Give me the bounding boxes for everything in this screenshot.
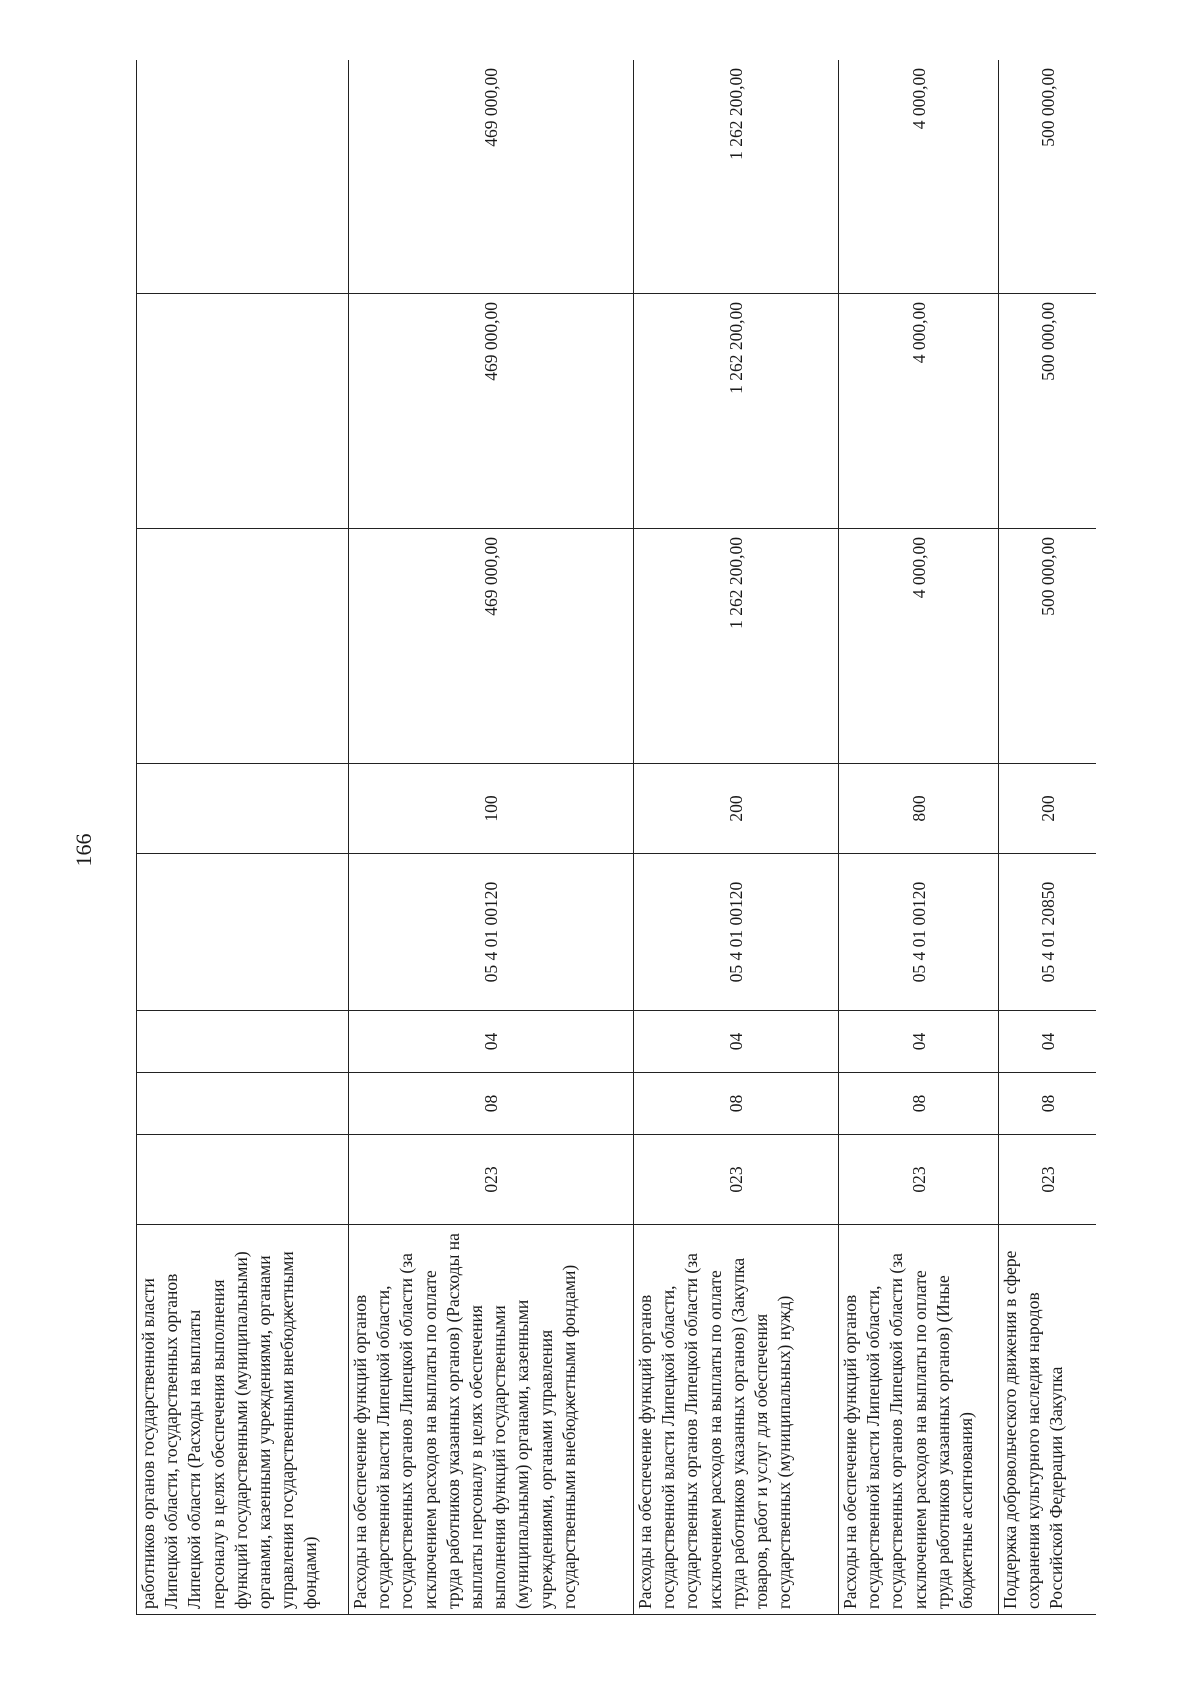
ministry-code: 023 [634, 1135, 839, 1225]
table-row [349, 60, 634, 1615]
row-description: Расходы на обеспечение функций органов государственной власти Липецкой области, государственных органов Липецкой области (за исключением расходов на выплаты по оплате труда работников указанных органов) (Закупка товаров, работ и услуг для обеспечения государственных (муниципальных) нужд) [634, 1225, 839, 1615]
amount-year-3: 469 000,00 [349, 60, 634, 294]
section-code: 08 [634, 1073, 839, 1135]
table-row [137, 60, 349, 1615]
table-row [634, 60, 839, 1615]
subsection-code [137, 1011, 349, 1073]
amount-year-2: 1 262 200,00 [634, 294, 839, 529]
expense-type-code: 800 [839, 764, 999, 854]
target-article-code: 05 4 01 00120 [349, 854, 634, 1011]
subsection-code: 04 [839, 1011, 999, 1073]
subsection-code: 04 [634, 1011, 839, 1073]
ministry-code [137, 1135, 349, 1225]
row-description: Поддержка добровольческого движения в сфере сохранения культурного наследия народов Российской Федерации (Закупка [999, 1225, 1097, 1615]
amount-year-2: 469 000,00 [349, 294, 634, 529]
section-code: 08 [839, 1073, 999, 1135]
amount-year-1: 469 000,00 [349, 529, 634, 764]
subsection-code: 04 [999, 1011, 1097, 1073]
amount-year-1: 1 262 200,00 [634, 529, 839, 764]
ministry-code: 023 [839, 1135, 999, 1225]
expense-type-code: 100 [349, 764, 634, 854]
amount-year-2: 4 000,00 [839, 294, 999, 529]
amount-year-2: 500 000,00 [999, 294, 1097, 529]
amount-year-3: 500 000,00 [999, 60, 1097, 294]
budget-table-container [136, 60, 1096, 1615]
target-article-code [137, 854, 349, 1011]
row-description: работников органов государственной власти Липецкой области, государственных органов Липецкой области (Расходы на выплаты персоналу в целях обеспечения выполнения функций государственными (муниципальными) органами, казенными учреждениями, органами управления государственными внебюджетными фондами) [137, 1225, 349, 1615]
amount-year-3: 4 000,00 [839, 60, 999, 294]
expense-type-code: 200 [634, 764, 839, 854]
subsection-code: 04 [349, 1011, 634, 1073]
amount-year-1 [137, 529, 349, 764]
table-row [999, 60, 1097, 1615]
amount-year-1: 4 000,00 [839, 529, 999, 764]
section-code [137, 1073, 349, 1135]
page-number: 166 [71, 833, 96, 867]
expense-type-code: 200 [999, 764, 1097, 854]
target-article-code: 05 4 01 00120 [634, 854, 839, 1011]
budget-table [136, 60, 1096, 1615]
amount-year-3: 1 262 200,00 [634, 60, 839, 294]
amount-year-2 [137, 294, 349, 529]
section-code: 08 [349, 1073, 634, 1135]
expense-type-code [137, 764, 349, 854]
section-code: 08 [999, 1073, 1097, 1135]
budget-table-rotated [136, 60, 1096, 1615]
amount-year-3 [137, 60, 349, 294]
ministry-code: 023 [349, 1135, 634, 1225]
amount-year-1: 500 000,00 [999, 529, 1097, 764]
target-article-code: 05 4 01 20850 [999, 854, 1097, 1011]
target-article-code: 05 4 01 00120 [839, 854, 999, 1011]
row-description: Расходы на обеспечение функций органов государственной власти Липецкой области, государственных органов Липецкой области (за исключением расходов на выплаты по оплате труда работников указанных органов) (Иные бюджетные ассигнования) [839, 1225, 999, 1615]
row-description: Расходы на обеспечение функций органов государственной власти Липецкой области, государственных органов Липецкой области (за исключением расходов на выплаты по оплате труда работников указанных органов) (Расходы на выплаты персоналу в целях обеспечения выполнения функций государственными (муниципальными) органами, казенными учреждениями, органами управления государственными внебюджетными фондами) [349, 1225, 634, 1615]
table-row [839, 60, 999, 1615]
ministry-code: 023 [999, 1135, 1097, 1225]
